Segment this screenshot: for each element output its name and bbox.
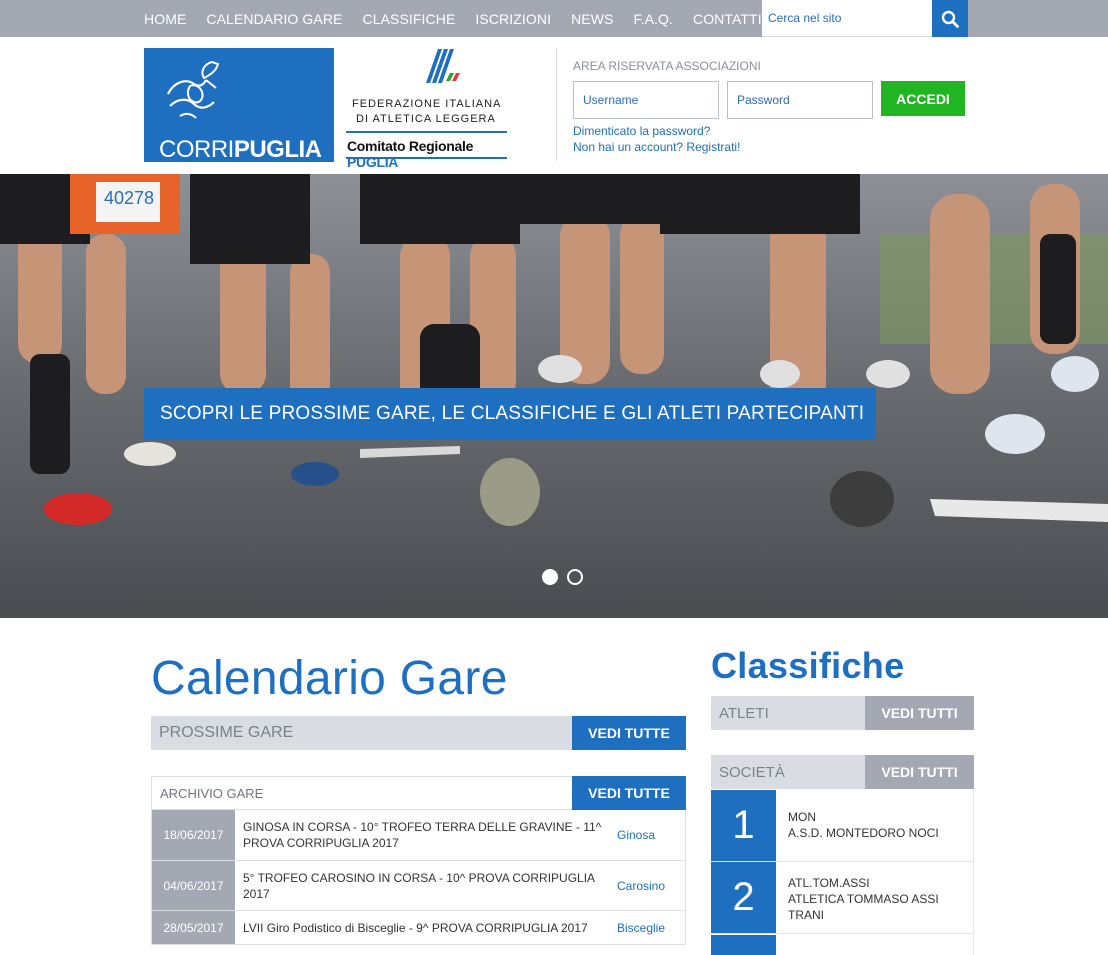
race-location-link[interactable]: Bisceglie	[617, 920, 666, 935]
rank-number: 1	[711, 790, 776, 861]
race-row[interactable]	[151, 861, 686, 911]
slider-dot-2[interactable]	[567, 569, 583, 585]
calendario-title: Calendario Gare	[151, 652, 508, 705]
nav-iscrizioni[interactable]: ISCRIZIONI	[475, 10, 552, 27]
upcoming-races-header: PROSSIME GARE	[151, 716, 573, 750]
upcoming-see-all-button[interactable]: VEDI TUTTE	[572, 716, 686, 750]
search-icon	[941, 10, 959, 28]
societa-header: SOCIETÀ	[711, 755, 865, 789]
race-location-link[interactable]: Carosino	[617, 878, 666, 893]
nav-news[interactable]: NEWS	[571, 10, 614, 27]
bib-number-text: 40278	[104, 188, 155, 208]
atleti-see-all-button[interactable]: VEDI TUTTI	[865, 696, 974, 730]
race-date: 18/06/2017	[152, 810, 235, 860]
atleti-header: ATLETI	[711, 696, 865, 730]
race-location-link[interactable]: Ginosa	[617, 828, 656, 842]
fidal-stripes-icon	[412, 47, 464, 85]
register-link[interactable]: Non hai un account? Registrati!	[573, 140, 741, 154]
societa-rank-row[interactable]	[711, 862, 974, 934]
corripuglia-logo-text: CORRIPUGLIA	[159, 136, 322, 163]
fidal-line-1: FEDERAZIONE ITALIANA	[352, 98, 502, 110]
nav-contatti[interactable]: CONTATTI	[692, 10, 762, 27]
runner-bird-icon	[160, 58, 224, 124]
username-field[interactable]	[573, 81, 719, 119]
nav-classifiche[interactable]: CLASSIFICHE	[362, 10, 456, 27]
societa-see-all-button[interactable]: VEDI TUTTI	[865, 755, 974, 789]
main-menu	[144, 0, 782, 37]
race-name: 5° TROFEO CAROSINO IN CORSA - 10^ PROVA CORRIPUGLIA 2017	[243, 870, 595, 901]
societa-code: MON	[788, 810, 816, 824]
archive-races-header: ARCHIVIO GARE	[151, 776, 573, 810]
hero-slider	[0, 174, 1108, 618]
forgot-password-link[interactable]: Dimenticato la password?	[573, 124, 711, 138]
race-date: 28/05/2017	[152, 911, 235, 944]
societa-name: ATLETICA TOMMASO ASSI TRANI	[788, 892, 939, 922]
fidal-logo[interactable]	[346, 47, 508, 170]
race-date: 04/06/2017	[152, 861, 235, 910]
nav-calendario-gare[interactable]: CALENDARIO GARE	[206, 10, 343, 27]
rank-number	[711, 935, 776, 955]
classifiche-title: Classifiche	[711, 645, 905, 686]
search-box	[762, 0, 932, 37]
societa-name: A.S.D. MONTEDORO NOCI	[788, 826, 939, 840]
nav-home[interactable]: HOME	[144, 10, 187, 27]
societa-rank-row[interactable]	[711, 790, 974, 862]
societa-code: ATL.TOM.ASSI	[788, 876, 870, 890]
societa-rank-row[interactable]	[711, 935, 974, 955]
hero-caption[interactable]: SCOPRI LE PROSSIME GARE, LE CLASSIFICHE E GLI ATLETI PARTECIPANTI	[144, 388, 876, 440]
fidal-committee: Comitato Regionale PUGLIA	[346, 131, 507, 159]
search-input[interactable]	[762, 0, 932, 36]
corripuglia-logo[interactable]	[144, 48, 334, 162]
fidal-line-2: DI ATLETICA LEGGERA	[356, 113, 496, 125]
race-row[interactable]	[151, 810, 686, 861]
password-field[interactable]	[727, 81, 873, 119]
top-navbar	[0, 0, 1108, 37]
slider-dot-1[interactable]	[542, 569, 558, 585]
login-button[interactable]: ACCEDI	[881, 81, 965, 116]
race-name: LVII Giro Podistico di Bisceglie - 9^ PROVA CORRIPUGLIA 2017	[243, 920, 588, 935]
rank-number: 2	[711, 862, 776, 933]
race-name: GINOSA IN CORSA - 10° TROFEO TERRA DELLE GRAVINE - 11^ PROVA CORRIPUGLIA 2017	[243, 820, 602, 850]
search-button[interactable]	[932, 0, 968, 37]
archive-see-all-button[interactable]: VEDI TUTTE	[572, 776, 686, 810]
reserved-area-title: AREA RISERVATA ASSOCIAZIONI	[573, 59, 761, 73]
nav-faq[interactable]: F.A.Q.	[633, 10, 673, 27]
site-header	[0, 37, 1108, 174]
header-divider	[556, 49, 557, 161]
race-row[interactable]	[151, 911, 686, 945]
